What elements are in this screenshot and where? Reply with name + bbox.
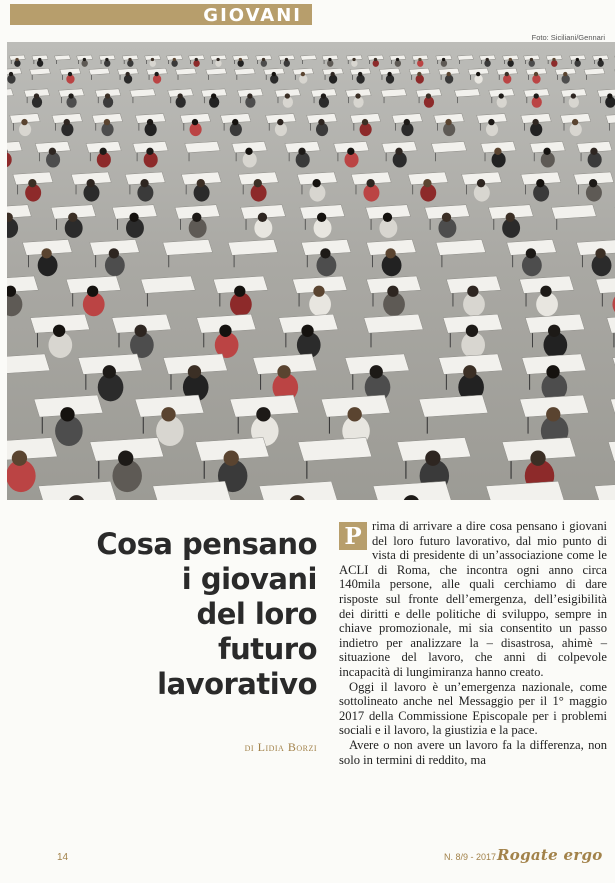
student-head [590,148,597,155]
student-head [321,93,326,98]
student-head [488,119,494,125]
student-head [188,365,201,378]
student-head [49,148,56,155]
student-head [505,72,509,76]
magazine-logo: Rogate ergo [497,846,603,864]
student-head [463,365,476,378]
desk [454,89,480,97]
student-head [396,58,399,61]
student-head [301,72,305,76]
student-head [318,119,324,125]
exam-hall-photo [7,42,615,500]
student-head [272,72,276,76]
student-head [146,148,153,155]
student-head [355,93,360,98]
student-head [60,407,74,421]
paragraph-1 [339,519,607,680]
student-head [262,58,265,61]
student-head [447,72,451,76]
student-head [595,248,605,258]
student-head [534,72,538,76]
student-head [425,451,440,466]
student-head [277,119,283,125]
desk [30,68,51,75]
student-head [239,58,242,61]
student-head [12,451,27,466]
student-head [9,72,13,76]
article-body [339,519,607,767]
student-head [312,179,320,187]
student-head [572,119,578,125]
issue-number: N. 8/9 - 2017 [444,852,497,862]
student-head [576,58,579,61]
student-head [466,325,478,337]
student-head [543,148,550,155]
student-head [285,58,288,61]
student-head [536,179,544,187]
student-head [41,248,51,258]
student-head [387,72,391,76]
desk [301,55,317,60]
student-head [192,119,198,125]
photo-credit: Foto: Siciliani/Gennari [531,33,605,42]
student-head [173,58,176,61]
student-head [476,72,480,76]
student-head [534,93,539,98]
student-head [34,93,39,98]
desk [185,141,220,152]
student-head [195,58,198,61]
student-head [418,58,421,61]
student-head [494,148,501,155]
desk [458,55,474,60]
student-head [423,179,431,187]
student-head [64,119,70,125]
student-head [192,213,201,222]
title-line-2: i giovani [181,562,317,596]
student-head [298,148,305,155]
photo-illustration [7,42,615,500]
student-head [571,93,576,98]
student-head [526,248,536,258]
student-head [99,148,106,155]
student-head [105,58,108,61]
student-head [224,451,239,466]
student-head [125,72,129,76]
student-head [417,72,421,76]
student-head [486,58,489,61]
student-head [140,179,148,187]
desk [298,438,372,462]
student-head [128,58,131,61]
student-head [589,179,597,187]
desk [419,395,488,417]
student-head [151,58,154,61]
student-head [532,119,538,125]
student-head [301,325,313,337]
student-head [147,119,153,125]
desk [381,89,407,97]
desk [130,89,156,97]
student-head [366,179,374,187]
student-head [105,93,110,98]
student-head [247,93,252,98]
student-head [68,213,77,222]
student-head [38,58,41,61]
student-head [552,58,555,61]
student-head [426,93,431,98]
desk [141,276,195,293]
student-head [219,325,231,337]
student-head [442,58,445,61]
student-head [28,179,36,187]
student-head [197,179,205,187]
desk [206,68,227,75]
student-head [374,58,377,61]
student-head [135,325,147,337]
student-head [370,365,383,378]
student-head [21,119,27,125]
paragraph-1-text: rima di arrivare a dire cosa pensano i giovani del loro futuro lavorativo, dal mio punto di vista di presidente di un’associazione come le ACLI di Roma, che incontra ogni anno circa 140mila persone, alle quali cerchiamo di dare risposte sul fronte dell’emergenza, dell’esigibilità dei diritti e delle politiche di sviluppo, sempre in chiave promozionale, mi sia consentito un passo indietro per analizzare la – disastrosa, ahimè – situazione del lavoro, che anni di colpevole incapacità di lungimiranza hanno creato. [339,519,607,679]
desk [55,55,71,60]
student-head [546,365,559,378]
title-line-1: Cosa pensano [96,527,317,561]
student-head [506,213,515,222]
student-head [53,325,65,337]
section-label: GIOVANI [203,5,302,26]
desk [431,141,466,152]
student-head [352,58,355,61]
student-head [348,407,362,421]
section-header [10,4,312,25]
student-head [607,93,612,98]
title-line-5: lavorativo [157,667,317,701]
student-head [387,286,398,297]
student-head [154,72,158,76]
student-head [530,451,545,466]
student-head [546,407,560,421]
student-head [383,213,392,222]
student-head [118,451,133,466]
student-head [216,58,219,61]
student-head [362,119,368,125]
student-head [358,72,362,76]
paragraph-2: Oggi il lavoro è un’emergenza nazionale, come sottolineato anche nel Messaggio per il 1° maggio 2017 della Commissione Episcopale per i problemi sociali e il lavoro, la giustizia e la pace. [339,679,607,738]
desk [234,68,255,75]
student-head [404,119,410,125]
student-head [15,58,18,61]
student-head [104,119,110,125]
student-head [599,58,602,61]
student-head [109,248,119,258]
byline [60,740,317,755]
paragraph-3: Avere o non avere un lavoro fa la differenza, non solo in termini di reddito, ma [339,737,607,767]
student-head [129,213,138,222]
desk [584,68,605,75]
student-head [277,365,290,378]
desk [176,68,197,75]
title-line-4: futuro [218,632,317,666]
student-head [563,72,567,76]
student-head [256,407,270,421]
student-head [161,407,175,421]
student-head [445,119,451,125]
desk [364,314,423,333]
drop-cap: P [339,522,367,550]
student-head [313,286,324,297]
page-number: 14 [57,852,69,863]
student-head [232,119,238,125]
student-head [467,286,478,297]
byline-author: Lidia Borzi [257,740,317,754]
student-head [320,248,330,258]
student-head [87,286,98,297]
student-head [530,58,533,61]
article-title [20,527,317,702]
desk [228,239,278,255]
student-head [258,213,267,222]
student-head [499,93,504,98]
student-head [442,213,451,222]
desk [163,239,213,255]
student-head [330,72,334,76]
student-head [234,286,245,297]
student-head [68,93,73,98]
title-line-3: del loro [196,597,317,631]
student-head [285,93,290,98]
student-head [103,365,116,378]
student-head [68,72,72,76]
student-head [540,286,551,297]
student-head [395,148,402,155]
desk [89,68,110,75]
student-head [178,93,183,98]
student-head [83,58,86,61]
desk [436,239,486,255]
student-head [254,179,262,187]
student-head [477,179,485,187]
byline-prefix: di [244,740,255,754]
student-head [328,58,331,61]
student-head [509,58,512,61]
student-head [211,93,216,98]
student-head [87,179,95,187]
student-head [245,148,252,155]
student-head [385,248,395,258]
desk [551,205,596,219]
student-head [548,325,560,337]
student-head [347,148,354,155]
student-head [317,213,326,222]
